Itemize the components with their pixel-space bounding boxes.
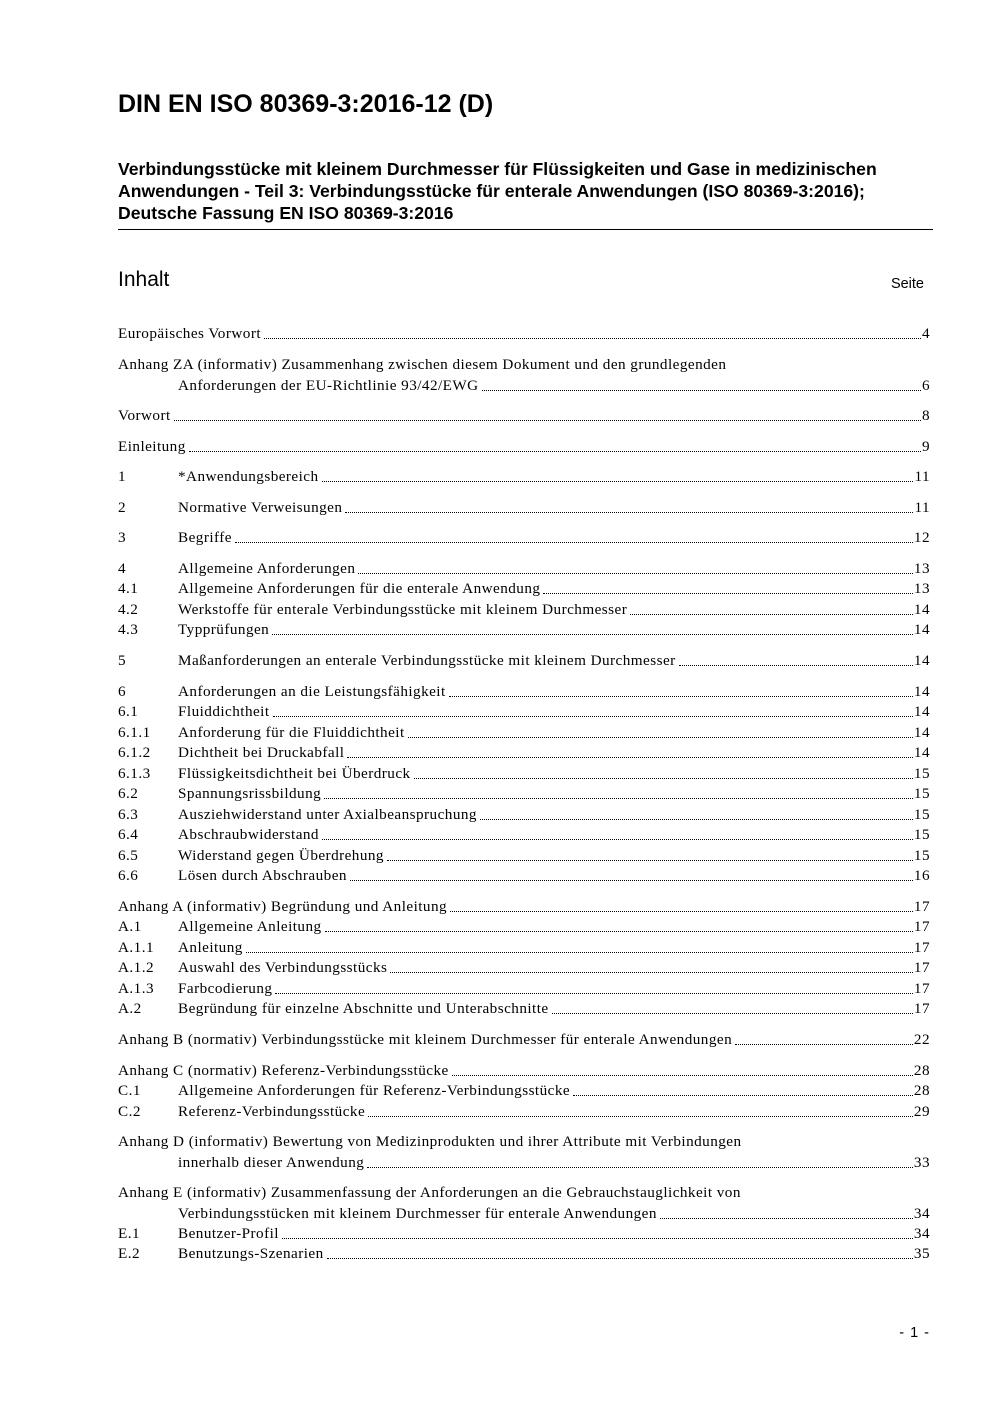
toc-entry-title: Anhang E (informativ) Zusammenfassung der Anforderungen an die Gebrauchstauglichkeit von bbox=[118, 1184, 741, 1201]
toc-entry-page: 9 bbox=[921, 438, 930, 455]
toc-dot-leader bbox=[367, 1167, 913, 1168]
document-title: DIN EN ISO 80369-3:2016-12 (D) bbox=[118, 90, 494, 118]
toc-entry-number: A.1.3 bbox=[118, 980, 154, 997]
toc-entry[interactable] bbox=[118, 437, 930, 457]
toc-entry-page: 17 bbox=[913, 898, 930, 915]
toc-entry-page: 33 bbox=[913, 1154, 930, 1171]
title-divider bbox=[118, 229, 933, 230]
toc-entry-title: Anforderung für die Fluiddichtheit bbox=[178, 724, 405, 741]
toc-entry-page: 8 bbox=[921, 407, 930, 424]
toc-entry-page: 17 bbox=[913, 959, 930, 976]
toc-dot-leader bbox=[735, 1044, 913, 1045]
toc-entry[interactable] bbox=[118, 938, 930, 958]
toc-entry[interactable] bbox=[118, 1244, 930, 1264]
toc-entry-title: Anhang B (normativ) Verbindungsstücke mit kleinem Durchmesser für enterale Anwendungen bbox=[118, 1031, 733, 1048]
toc-entry-number: 6.4 bbox=[118, 826, 139, 843]
toc-entry-page: 15 bbox=[913, 826, 930, 843]
toc-entry-number: 6.1 bbox=[118, 703, 139, 720]
toc-entry-number: A.2 bbox=[118, 1000, 142, 1017]
toc-dot-leader bbox=[358, 573, 913, 574]
toc-entry[interactable] bbox=[118, 999, 930, 1019]
toc-entry-title: Anhang A (informativ) Begründung und Anleitung bbox=[118, 898, 448, 915]
toc-entry-page: 13 bbox=[913, 580, 930, 597]
toc-entry-title: Dichtheit bei Druckabfall bbox=[178, 744, 345, 761]
toc-entry-number: 6.1.1 bbox=[118, 724, 151, 741]
toc-entry-title: Werkstoffe für enterale Verbindungsstücke mit kleinem Durchmesser bbox=[178, 601, 628, 618]
toc-dot-leader bbox=[630, 614, 913, 615]
toc-entry[interactable] bbox=[118, 682, 930, 702]
toc-entry-continuation[interactable] bbox=[118, 1204, 930, 1224]
toc-entry-title: Fluiddichtheit bbox=[178, 703, 270, 720]
toc-dot-leader bbox=[350, 880, 913, 881]
toc-dot-leader bbox=[322, 481, 914, 482]
toc-entry-number: 5 bbox=[118, 652, 127, 669]
toc-entry[interactable] bbox=[118, 620, 930, 640]
toc-entry-page: 6 bbox=[921, 377, 930, 394]
toc-entry[interactable] bbox=[118, 559, 930, 579]
toc-entry-title: Europäisches Vorwort bbox=[118, 325, 261, 342]
toc-entry-page: 14 bbox=[913, 652, 930, 669]
toc-entry-title: Anhang D (informativ) Bewertung von Medizinprodukten und ihrer Attribute mit Verbindungen bbox=[118, 1133, 742, 1150]
toc-entry-page: 14 bbox=[913, 724, 930, 741]
toc-entry-title-continuation: innerhalb dieser Anwendung bbox=[178, 1154, 365, 1171]
toc-entry[interactable] bbox=[118, 917, 930, 937]
toc-entry-number: 4 bbox=[118, 560, 127, 577]
toc-dot-leader bbox=[322, 839, 913, 840]
toc-entry-number: 4.2 bbox=[118, 601, 139, 618]
toc-entry-title: Auswahl des Verbindungsstücks bbox=[178, 959, 388, 976]
toc-entry-title: Farbcodierung bbox=[178, 980, 273, 997]
toc-dot-leader bbox=[408, 737, 913, 738]
toc-entry-number: 4.3 bbox=[118, 621, 139, 638]
toc-entry-number: E.2 bbox=[118, 1245, 141, 1262]
toc-entry-number: E.1 bbox=[118, 1225, 141, 1242]
toc-entry-page: 17 bbox=[913, 918, 930, 935]
toc-entry[interactable] bbox=[118, 498, 930, 518]
toc-entry-continuation[interactable] bbox=[118, 376, 930, 396]
toc-entry[interactable] bbox=[118, 1132, 930, 1152]
toc-entry[interactable] bbox=[118, 528, 930, 548]
toc-entry[interactable] bbox=[118, 805, 930, 825]
toc-entry-page: 14 bbox=[913, 621, 930, 638]
toc-entry[interactable] bbox=[118, 1224, 930, 1244]
toc-entry-title: Typprüfungen bbox=[178, 621, 270, 638]
toc-dot-leader bbox=[264, 338, 921, 339]
toc-entry-title: Einleitung bbox=[118, 438, 186, 455]
toc-entry[interactable] bbox=[118, 866, 930, 886]
toc-entry-title: Allgemeine Anleitung bbox=[178, 918, 322, 935]
toc-dot-leader bbox=[246, 952, 913, 953]
toc-entry-page: 29 bbox=[913, 1103, 930, 1120]
toc-dot-leader bbox=[368, 1116, 913, 1117]
toc-entry-page: 11 bbox=[914, 499, 930, 516]
toc-dot-leader bbox=[327, 1258, 913, 1259]
toc-dot-leader bbox=[282, 1238, 913, 1239]
toc-dot-leader bbox=[573, 1095, 913, 1096]
toc-entry-number: 4.1 bbox=[118, 580, 139, 597]
toc-entry[interactable] bbox=[118, 651, 930, 671]
toc-entry-page: 22 bbox=[913, 1031, 930, 1048]
toc-entry-number: A.1.1 bbox=[118, 939, 154, 956]
toc-entry-title: Vorwort bbox=[118, 407, 171, 424]
toc-heading: Inhalt bbox=[118, 268, 170, 291]
toc-dot-leader bbox=[450, 911, 913, 912]
toc-entry-title-continuation: Anforderungen der EU-Richtlinie 93/42/EWG bbox=[178, 377, 479, 394]
toc-entry-title-continuation: Verbindungsstücken mit kleinem Durchmesser für enterale Anwendungen bbox=[178, 1205, 657, 1222]
toc-entry-page: 14 bbox=[913, 703, 930, 720]
toc-dot-leader bbox=[482, 390, 921, 391]
toc-entry-title: *Anwendungsbereich bbox=[178, 468, 319, 485]
toc-entry[interactable] bbox=[118, 958, 930, 978]
toc-entry-page: 28 bbox=[913, 1062, 930, 1079]
toc-entry-title: Allgemeine Anforderungen für Referenz-Verbindungsstücke bbox=[178, 1082, 571, 1099]
toc-entry-number: 6.3 bbox=[118, 806, 139, 823]
toc-entry-number: A.1.2 bbox=[118, 959, 154, 976]
toc-entry-number: 6.1.3 bbox=[118, 765, 151, 782]
toc-dot-leader bbox=[275, 993, 912, 994]
toc-entry-title: Spannungsrissbildung bbox=[178, 785, 322, 802]
toc-entry[interactable] bbox=[118, 825, 930, 845]
toc-entry-page: 17 bbox=[913, 980, 930, 997]
toc-entry-page: 16 bbox=[913, 867, 930, 884]
toc-entry-page: 14 bbox=[913, 744, 930, 761]
toc-entry[interactable] bbox=[118, 979, 930, 999]
toc-entry-page: 28 bbox=[913, 1082, 930, 1099]
toc-entry[interactable] bbox=[118, 324, 930, 344]
toc-entry-page: 12 bbox=[913, 529, 930, 546]
toc-entry-number: 2 bbox=[118, 499, 127, 516]
toc-entry-number: 1 bbox=[118, 468, 127, 485]
page-number: - 1 - bbox=[899, 1325, 930, 1341]
toc-entry[interactable] bbox=[118, 702, 930, 722]
toc-entry-title: Allgemeine Anforderungen bbox=[178, 560, 356, 577]
toc-entry-title: Widerstand gegen Überdrehung bbox=[178, 847, 384, 864]
toc-dot-leader bbox=[552, 1013, 913, 1014]
toc-dot-leader bbox=[390, 972, 913, 973]
toc-entry-title: Anleitung bbox=[178, 939, 243, 956]
toc-entry-number: 3 bbox=[118, 529, 127, 546]
toc-entry[interactable] bbox=[118, 1030, 930, 1050]
toc-entry[interactable] bbox=[118, 355, 930, 375]
toc-entry[interactable] bbox=[118, 600, 930, 620]
toc-dot-leader bbox=[273, 716, 913, 717]
toc-entry[interactable] bbox=[118, 1102, 930, 1122]
toc-dot-leader bbox=[452, 1075, 913, 1076]
toc-dot-leader bbox=[543, 593, 912, 594]
toc-entry-page: 15 bbox=[913, 785, 930, 802]
toc-entry-continuation[interactable] bbox=[118, 1153, 930, 1173]
toc-entry-title: Benutzungs-Szenarien bbox=[178, 1245, 324, 1262]
toc-entry[interactable] bbox=[118, 1061, 930, 1081]
toc-entry-title: Begründung für einzelne Abschnitte und Unterabschnitte bbox=[178, 1000, 549, 1017]
toc-entry-page: 13 bbox=[913, 560, 930, 577]
toc-dot-leader bbox=[414, 778, 913, 779]
toc-dot-leader bbox=[679, 665, 913, 666]
toc-entry-number: C.1 bbox=[118, 1082, 141, 1099]
toc-entry-page: 11 bbox=[914, 468, 930, 485]
toc-entry-title: Flüssigkeitsdichtheit bei Überdruck bbox=[178, 765, 411, 782]
toc-entry-page: 35 bbox=[913, 1245, 930, 1262]
toc-entry[interactable] bbox=[118, 846, 930, 866]
toc-dot-leader bbox=[345, 512, 913, 513]
toc-entry[interactable] bbox=[118, 406, 930, 426]
toc-entry-page: 15 bbox=[913, 847, 930, 864]
toc-entry[interactable] bbox=[118, 1081, 930, 1101]
toc-entry-page: 17 bbox=[913, 939, 930, 956]
toc-dot-leader bbox=[387, 860, 913, 861]
toc-entry[interactable] bbox=[118, 723, 930, 743]
toc-entry-page: 15 bbox=[913, 806, 930, 823]
toc-entry-title: Allgemeine Anforderungen für die enterale Anwendung bbox=[178, 580, 541, 597]
toc-entry-page: 17 bbox=[913, 1000, 930, 1017]
toc-entry-title: Anhang C (normativ) Referenz-Verbindungsstücke bbox=[118, 1062, 449, 1079]
toc-entry-number: 6 bbox=[118, 683, 127, 700]
toc-entry-title: Normative Verweisungen bbox=[178, 499, 343, 516]
toc-dot-leader bbox=[189, 451, 921, 452]
toc-entry-number: 6.6 bbox=[118, 867, 139, 884]
toc-dot-leader bbox=[174, 420, 921, 421]
toc-dot-leader bbox=[480, 819, 913, 820]
toc-dot-leader bbox=[324, 798, 913, 799]
toc-entry-number: 6.5 bbox=[118, 847, 139, 864]
toc-entry-page: 4 bbox=[921, 325, 930, 342]
toc-entry-page: 15 bbox=[913, 765, 930, 782]
toc-entry[interactable] bbox=[118, 579, 930, 599]
toc-entry-title: Anforderungen an die Leistungsfähigkeit bbox=[178, 683, 446, 700]
toc-entry-title: Ausziehwiderstand unter Axialbeanspruchung bbox=[178, 806, 477, 823]
toc-entry[interactable] bbox=[118, 743, 930, 763]
toc-entry-page: 14 bbox=[913, 601, 930, 618]
toc-entry-title: Referenz-Verbindungsstücke bbox=[178, 1103, 366, 1120]
toc-entry-title: Anhang ZA (informativ) Zusammenhang zwischen diesem Dokument und den grundlegenden bbox=[118, 356, 727, 373]
toc-entry-title: Benutzer-Profil bbox=[178, 1225, 279, 1242]
toc-entry-title: Abschraubwiderstand bbox=[178, 826, 319, 843]
toc-entry[interactable] bbox=[118, 467, 930, 487]
toc-entry-number: C.2 bbox=[118, 1103, 141, 1120]
toc-dot-leader bbox=[449, 696, 913, 697]
toc-entry-number: 6.1.2 bbox=[118, 744, 151, 761]
toc-dot-leader bbox=[325, 931, 913, 932]
toc-entry-page: 34 bbox=[913, 1205, 930, 1222]
toc-entry-page: 14 bbox=[913, 683, 930, 700]
toc-entry[interactable] bbox=[118, 784, 930, 804]
toc-dot-leader bbox=[272, 634, 913, 635]
toc-entry-title: Lösen durch Abschrauben bbox=[178, 867, 347, 884]
toc-entry[interactable] bbox=[118, 897, 930, 917]
toc-entry-number: A.1 bbox=[118, 918, 142, 935]
toc-entry-number: 6.2 bbox=[118, 785, 139, 802]
document-subtitle: Verbindungsstücke mit kleinem Durchmesser für Flüssigkeiten und Gase in medizinischen Anwendungen - Teil 3: Verbindungsstücke für enterale Anwendungen (ISO 80369-3:2016); Deutsche Fassung EN ISO 80369-3:2016 bbox=[118, 159, 877, 223]
toc-dot-leader bbox=[235, 542, 913, 543]
toc-dot-leader bbox=[347, 757, 912, 758]
toc-entry-title: Begriffe bbox=[178, 529, 232, 546]
toc-entry-title: Maßanforderungen an enterale Verbindungsstücke mit kleinem Durchmesser bbox=[178, 652, 676, 669]
toc-entry-page: 34 bbox=[913, 1225, 930, 1242]
toc-entry[interactable] bbox=[118, 1183, 930, 1203]
page-column-label: Seite bbox=[890, 276, 924, 292]
toc-dot-leader bbox=[660, 1218, 913, 1219]
toc-entry[interactable] bbox=[118, 764, 930, 784]
